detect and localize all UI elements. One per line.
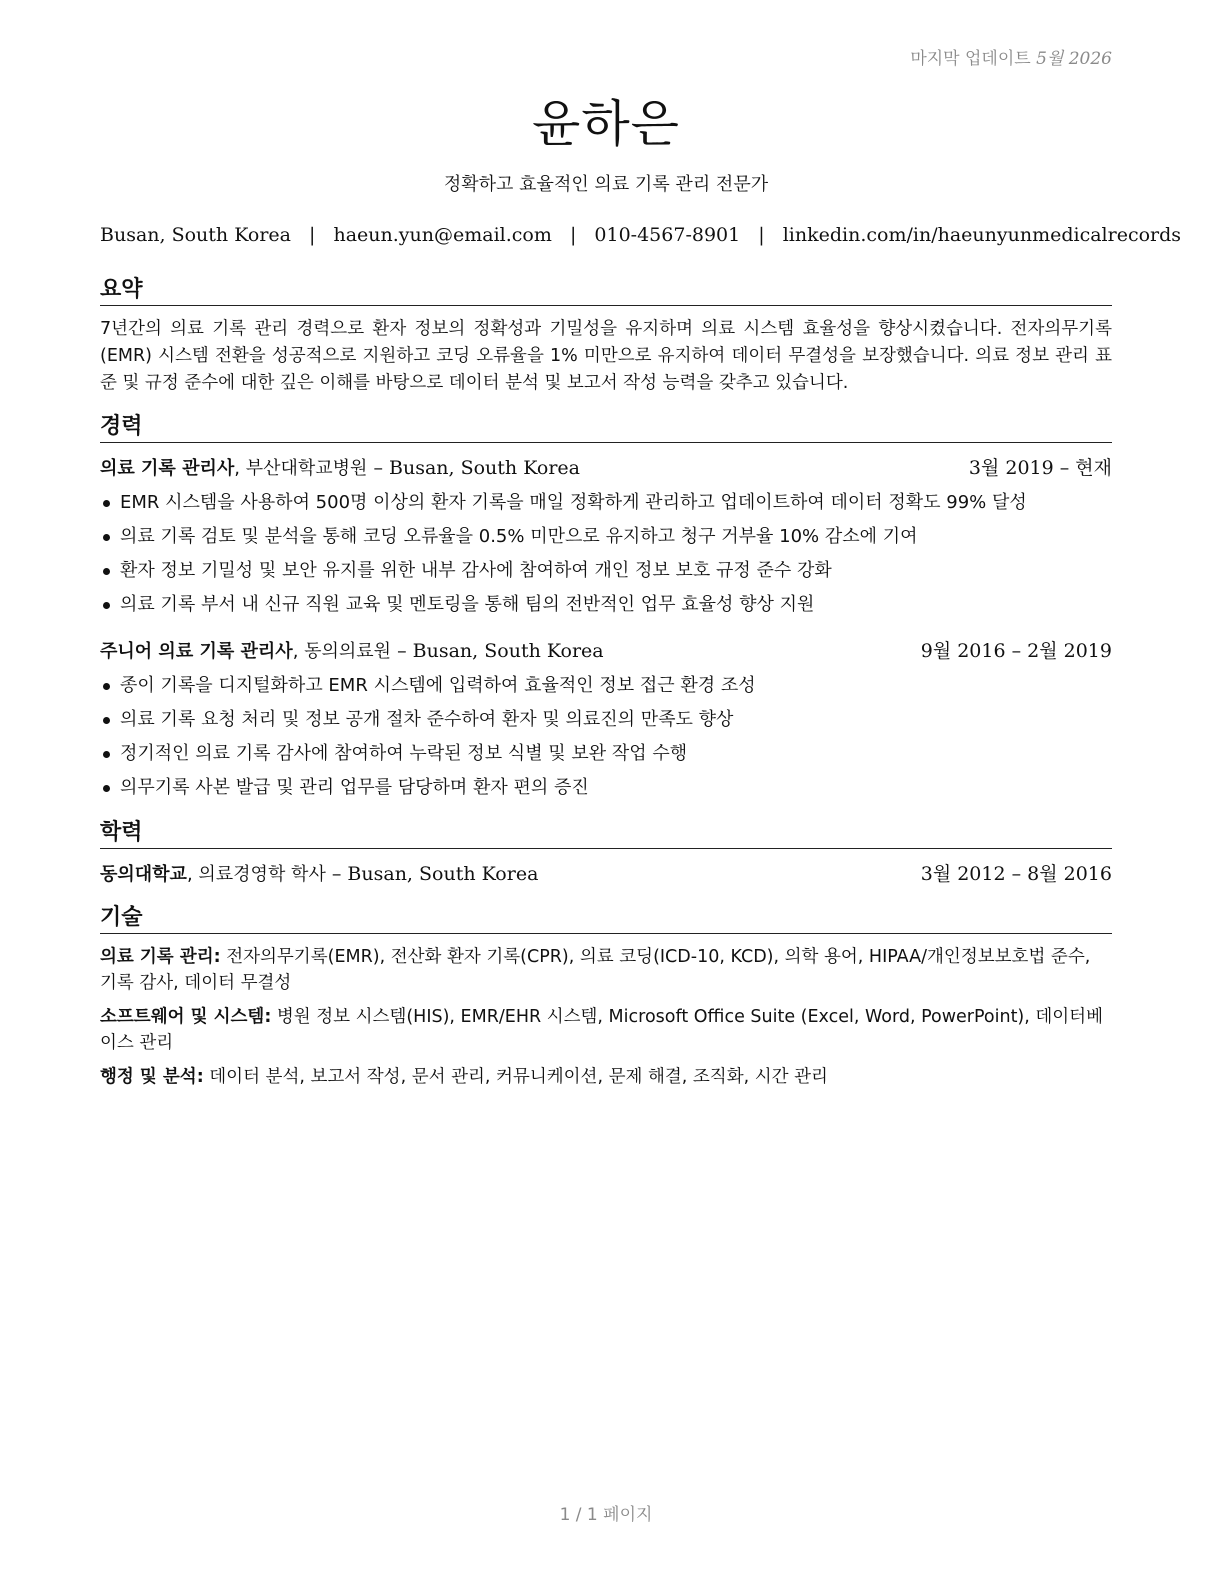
job-title: 주니어 의료 기록 관리사: [100, 641, 293, 662]
job-bullets: [100, 486, 1112, 622]
education-heading: 학력: [100, 819, 1112, 849]
job-title-line: [100, 453, 580, 484]
contact-location: Busan, South Korea: [100, 224, 291, 246]
job-bullet: 의료 기록 요청 처리 및 정보 공개 절차 준수하여 환자 및 의료진의 만족도 향상: [100, 703, 1112, 737]
education-school: 동의대학교: [100, 864, 187, 885]
job-bullet: 의료 기록 검토 및 분석을 통해 코딩 오류율을 0.5% 미만으로 유지하고 청구 거부율 10% 감소에 기여: [100, 520, 1112, 554]
job-dates: 3월 2019 – 현재: [968, 457, 1112, 479]
summary-heading: 요약: [100, 276, 1112, 306]
skill-category: 행정 및 분석:: [100, 1067, 204, 1087]
last-updated-year: 2026: [1068, 49, 1112, 69]
education-degree: , 의료경영학 학사: [186, 864, 326, 885]
job-bullet: 의료 기록 부서 내 신규 직원 교육 및 멘토링을 통해 팀의 전반적인 업무 효율성 향상 지원: [100, 588, 1112, 622]
job-entry: [100, 453, 1112, 622]
skill-category: 의료 기록 관리:: [100, 947, 221, 967]
job-entry: [100, 636, 1112, 805]
job-bullet: 의무기록 사본 발급 및 관리 업무를 담당하며 환자 편의 증진: [100, 771, 1112, 805]
last-updated-prefix: 마지막 업데이트: [910, 49, 1031, 69]
job-location: – Busan, South Korea: [391, 640, 604, 662]
contact-phone[interactable]: 010-4567-8901: [594, 224, 741, 246]
education-entry: [100, 859, 1112, 890]
contact-line: [100, 224, 1182, 246]
contact-separator: |: [569, 224, 577, 246]
job-header: [100, 636, 1112, 667]
job-employer: , 부산대학교병원: [234, 458, 368, 479]
last-updated-month: 5월: [1036, 49, 1064, 69]
skill-list: 전자의무기록(EMR), 전산화 환자 기록(CPR), 의료 코딩(ICD-10, KCD), 의학 용어, HIPAA/개인정보보호법 준수, 기록 감사, 데이터 무결성: [100, 947, 1091, 993]
resume-page: [100, 0, 1182, 1584]
contact-separator: |: [758, 224, 765, 246]
job-dates: 9월 2016 – 2월 2019: [920, 640, 1112, 662]
skill-list: 데이터 분석, 보고서 작성, 문서 관리, 커뮤니케이션, 문제 해결, 조직화, 시간 관리: [203, 1067, 828, 1087]
job-title-line: [100, 636, 604, 667]
education-dates: 3월 2012 – 8월 2016: [920, 863, 1112, 885]
page-number: 1 / 1 페이지: [559, 1505, 653, 1525]
skills-heading: 기술: [100, 904, 1112, 934]
job-bullet: EMR 시스템을 사용하여 500명 이상의 환자 기록을 매일 정확하게 관리하고 업데이트하여 데이터 정확도 99% 달성: [100, 486, 1112, 520]
skill-group: [100, 1004, 1112, 1056]
skill-category: 소프트웨어 및 시스템:: [100, 1007, 272, 1027]
job-bullet: 정기적인 의료 기록 감사에 참여하여 누락된 정보 식별 및 보완 작업 수행: [100, 737, 1112, 771]
job-employer: , 동의의료원: [292, 641, 392, 662]
summary-text: 7년간의 의료 기록 관리 경력으로 환자 정보의 정확성과 기밀성을 유지하며 의료 시스템 효율성을 향상시켰습니다. 전자의무기록(EMR) 시스템 전환을 성공적으로 지원하고 코딩 오류율을 1% 미만으로 유지하여 데이터 무결성을 보장했습니다. 의료 정보 관리 표준 및 규정 준수에 대한 깊은 이해를 바탕으로 데이터 분석 및 보고서 작성 능력을 갖추고 있습니다.: [100, 319, 1112, 393]
experience-heading: 경력: [100, 413, 1112, 443]
contact-linkedin[interactable]: linkedin.com/in/haeunyunmedicalrecords: [782, 224, 1182, 246]
skill-group: [100, 944, 1112, 996]
contact-separator: |: [309, 224, 316, 246]
last-updated: [910, 44, 1112, 69]
contact-email[interactable]: haeun.yun@email.com: [333, 224, 552, 246]
candidate-name: 윤하은: [532, 95, 680, 153]
job-bullet: 종이 기록을 디지털화하고 EMR 시스템에 입력하여 효율적인 정보 접근 환경 조성: [100, 669, 1112, 703]
skill-list: 병원 정보 시스템(HIS), EMR/EHR 시스템, Microsoft Office Suite (Excel, Word, PowerPoint), 데이터베이스 관리: [100, 1007, 1103, 1053]
resume-content: [100, 276, 1112, 1098]
education-line: [100, 859, 538, 890]
education-location: – Busan, South Korea: [325, 863, 539, 885]
job-bullets: [100, 669, 1112, 805]
skill-group: [100, 1064, 1112, 1090]
headline: 정확하고 효율적인 의료 기록 관리 전문가: [443, 174, 769, 195]
job-title: 의료 기록 관리사: [100, 458, 235, 479]
job-header: [100, 453, 1112, 484]
job-location: – Busan, South Korea: [367, 457, 580, 479]
job-bullet: 환자 정보 기밀성 및 보안 유지를 위한 내부 감사에 참여하여 개인 정보 보호 규정 준수 강화: [100, 554, 1112, 588]
